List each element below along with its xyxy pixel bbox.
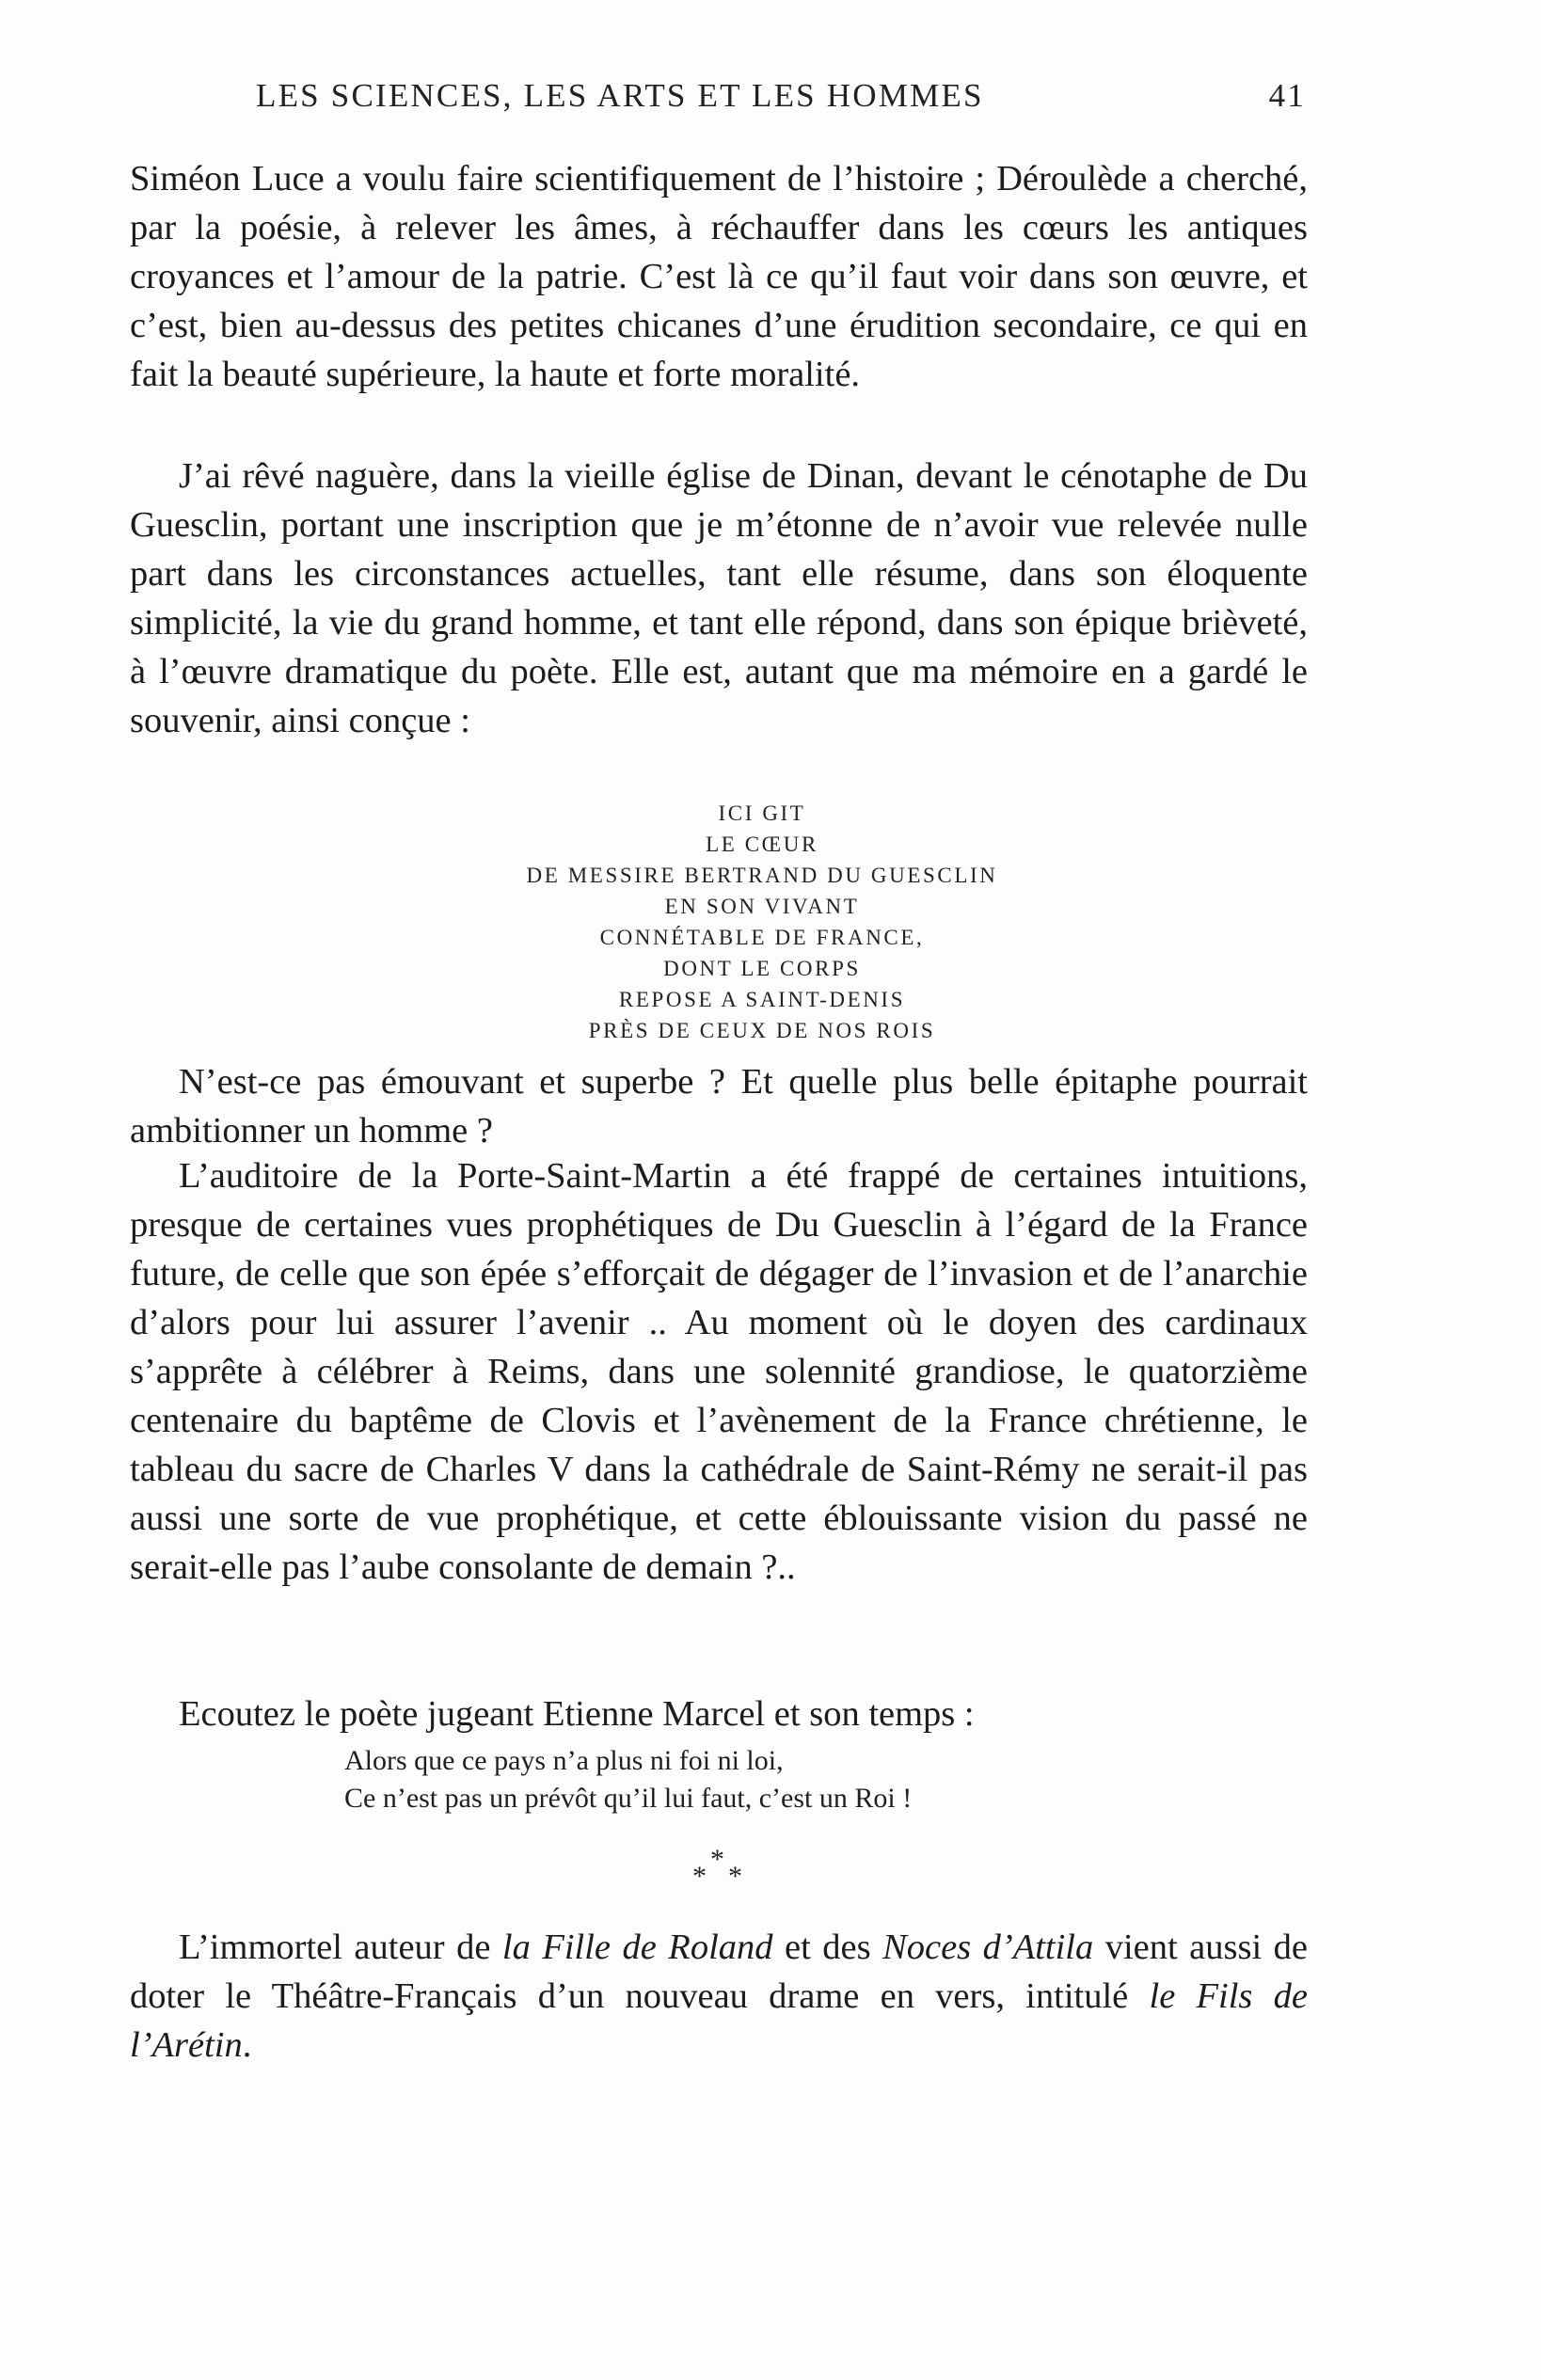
paragraph-dinan-church [130, 452, 1308, 745]
work-title-fils-de-laretin: le Fils de l’Arétin [130, 1976, 1308, 2065]
page-header [256, 77, 1306, 124]
page-number: 41 [1268, 77, 1306, 114]
paragraph-fils-de-laretin [130, 1923, 1308, 2070]
asterisk: * [692, 1861, 707, 1892]
paragraph-porte-saint-martin [130, 1151, 1308, 1592]
section-separator-asterism [685, 1844, 770, 1900]
epitaph-line: ICI GIT [718, 801, 806, 825]
epitaph-inscription [339, 798, 1185, 1046]
paragraph-text: Siméon Luce a voulu faire scientifiquement de l’histoire ; Déroulède a cherché, par la poésie, à relever les âmes, à réchauffer dans les cœurs les antiques croyances et l’amour de la patrie. C’est là ce qu’il faut voir dans son œuvre, et c’est, bien au-dessus des petites chicanes d’une érudition secondaire, ce qui en fait la beauté supérieure, la haute et forte moralité. [130, 159, 1308, 394]
epitaph-line: DONT LE CORPS [663, 957, 861, 980]
epitaph-line: PRÈS DE CEUX DE NOS ROIS [588, 1019, 936, 1042]
paragraph-text [130, 1923, 1308, 2070]
text-run: et des [772, 1928, 883, 1967]
text-run: . [242, 2025, 252, 2065]
asterisk: * [710, 1844, 724, 1875]
text-run: L’immortel auteur de [179, 1928, 502, 1967]
epitaph-line: EN SON VIVANT [664, 895, 860, 918]
paragraph-text: J’ai rêvé naguère, dans la vieille église de Dinan, devant le cénotaphe de Du Guesclin, portant une inscription que je m’étonne de n’avoir vue relevée nulle part dans les circonstances actuelles, tant elle résume, dans son éloquente simplicité, la vie du grand homme, et tant elle répond, dans son épique brièveté, à l’œuvre dramatique du poète. Elle est, autant que ma mémoire en a gardé le souvenir, ainsi conçue : [130, 456, 1308, 740]
epitaph-line: CONNÉTABLE DE FRANCE, [599, 926, 925, 949]
paragraph-text: Ecoutez le poète jugeant Etienne Marcel et son temps : [179, 1694, 975, 1734]
epitaph-line: LE CŒUR [706, 833, 818, 856]
asterisk: * [728, 1861, 742, 1892]
paragraph-etienne-marcel [130, 1690, 1308, 1738]
text-run: vient aussi de doter le Théâtre-Français d’un nouveau drame en vers, intitulé [130, 1928, 1308, 2016]
paragraph-text: N’est-ce pas émouvant et superbe ? Et quelle plus belle épitaphe pourrait ambitionner un homme ? [130, 1062, 1308, 1150]
verse-line: Ce n’est pas un prévôt qu’il lui faut, c’est un Roi ! [344, 1783, 913, 1814]
epitaph-line: DE MESSIRE BERTRAND DU GUESCLIN [526, 864, 998, 887]
verse-line: Alors que ce pays n’a plus ni foi ni loi, [344, 1745, 784, 1776]
paragraph-deroulede-intro [130, 154, 1308, 399]
work-title-noces-dattila: Noces d’Attila [882, 1928, 1094, 1967]
epitaph-line: REPOSE A SAINT-DENIS [618, 988, 906, 1011]
paragraph-text: L’auditoire de la Porte-Saint-Martin a été frappé de certaines intuitions, presque de certaines vues prophétiques de Du Guesclin à l’égard de la France future, de celle que son épée s’efforçait de dégager de l’invasion et de l’anarchie d’alors pour lui assurer l’avenir .. Au moment où le doyen des cardinaux s’apprête à célébrer à Reims, dans une solennité grandiose, le quatorzième centenaire du baptême de Clovis et l’avènement de la France chrétienne, le tableau du sacre de Charles V dans la cathédrale de Saint-Rémy ne serait-il pas aussi une sorte de vue prophétique, et cette éblouissante vision du passé ne serait-elle pas l’aube consolante de demain ?.. [130, 1156, 1308, 1587]
verse-quote [344, 1742, 1191, 1817]
work-title-fille-de-roland: la Fille de Roland [501, 1928, 773, 1967]
paragraph-epitaph-comment [130, 1057, 1308, 1155]
running-title: LES SCIENCES, LES ARTS ET LES HOMMES [256, 77, 984, 114]
